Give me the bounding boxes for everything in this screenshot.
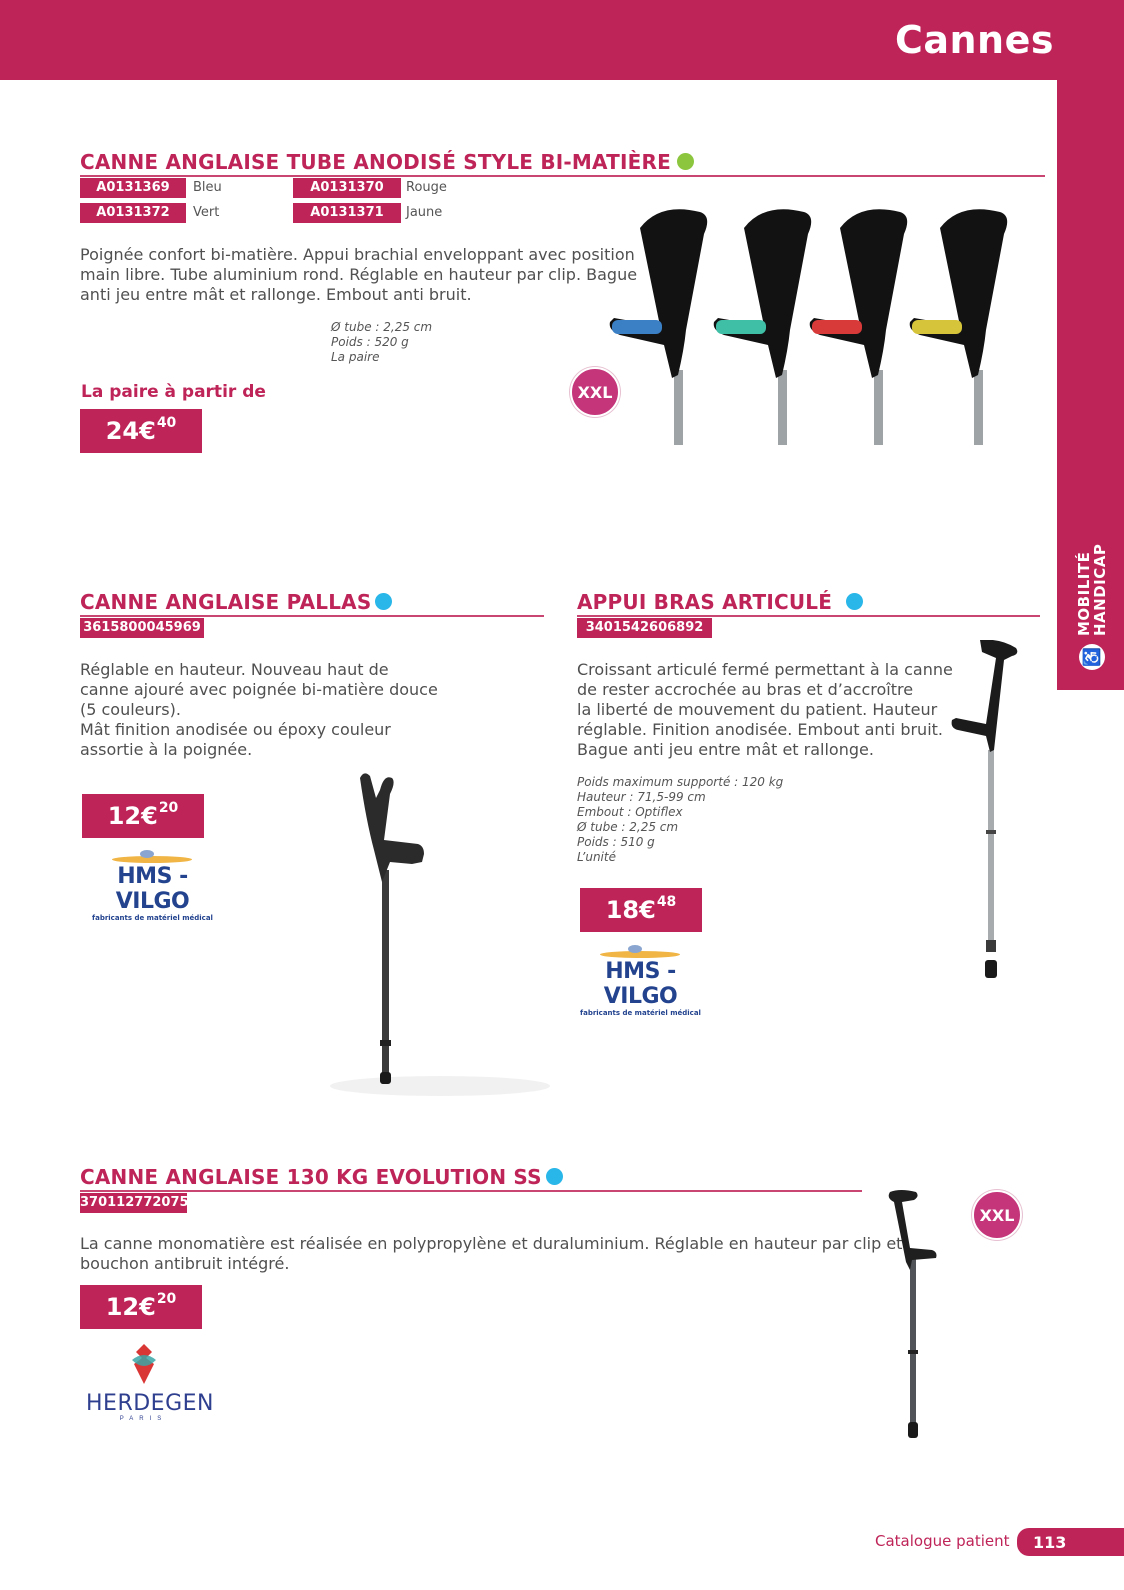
product2-description bbox=[80, 660, 438, 760]
product1-description bbox=[80, 245, 637, 305]
spec-line: Poids : 520 g bbox=[331, 335, 409, 349]
price-tag bbox=[80, 409, 202, 453]
desc-line: Réglable en hauteur. Nouveau haut de bbox=[80, 660, 389, 679]
crutches-four-image bbox=[600, 200, 1030, 450]
price-tag bbox=[82, 794, 204, 838]
desc-line: (5 couleurs). bbox=[80, 700, 181, 719]
product1-specs bbox=[331, 320, 432, 365]
price-tag bbox=[580, 888, 702, 932]
price-cents: 40 bbox=[156, 415, 177, 431]
price-tag bbox=[80, 1285, 202, 1329]
hms-vilgo-logo: HMS - VILGO fabricants de matériel médical bbox=[90, 850, 215, 922]
product4-title bbox=[80, 1165, 563, 1189]
product1-title bbox=[80, 150, 694, 174]
price-cents: 48 bbox=[656, 894, 677, 910]
spec-line: Ø tube : 2,25 cm bbox=[577, 820, 679, 834]
price-cents: 20 bbox=[156, 1291, 177, 1307]
availability-dot-icon bbox=[677, 153, 694, 170]
articulated-crutch-image bbox=[950, 640, 1030, 995]
desc-line: Bague anti jeu entre mât et rallonge. bbox=[577, 740, 874, 759]
product1-rule bbox=[80, 175, 1045, 177]
spec-line: Poids : 510 g bbox=[577, 835, 655, 849]
crutch-yellow bbox=[910, 209, 1007, 445]
hms-vilgo-logo: HMS - VILGO fabricants de matériel médical bbox=[578, 945, 703, 1017]
product2-rule bbox=[80, 615, 544, 617]
spec-line: La paire bbox=[331, 350, 380, 364]
ref-code: A0131371 bbox=[293, 203, 401, 223]
product4-rule bbox=[80, 1190, 862, 1192]
ref-code: 3615800045969 bbox=[80, 618, 204, 638]
ref-code: A0131370 bbox=[293, 178, 401, 198]
product3-title bbox=[577, 590, 863, 614]
ref-code: A0131372 bbox=[80, 203, 186, 223]
product3-title-text: APPUI BRAS ARTICULÉ bbox=[577, 590, 833, 614]
pallas-crutch-image bbox=[320, 770, 550, 1110]
desc-line: Mât finition anodisée ou époxy couleur bbox=[80, 720, 391, 739]
crutch-red bbox=[810, 209, 907, 445]
product4-title-text: CANNE ANGLAISE 130 KG EVOLUTION SS bbox=[80, 1165, 542, 1189]
herdegen-logo: HERDEGEN PARIS bbox=[86, 1342, 201, 1422]
spec-line: Embout : Optiflex bbox=[577, 805, 683, 819]
ref-color: Bleu bbox=[193, 180, 222, 195]
desc-line: canne ajouré avec poignée bi-matière douce bbox=[80, 680, 438, 699]
product2-title bbox=[80, 590, 392, 614]
xxl-badge: XXL bbox=[972, 1190, 1022, 1240]
desc-line: main libre. Tube aluminium rond. Réglable en hauteur par clip. Bague bbox=[80, 265, 638, 284]
spec-line: L’unité bbox=[577, 850, 616, 864]
footer-catalogue-label: Catalogue patient bbox=[875, 1532, 1010, 1550]
wheelchair-icon: ♿ bbox=[1079, 644, 1105, 670]
desc-line: la liberté de mouvement du patient. Hauteur bbox=[577, 700, 938, 719]
price-cents: 20 bbox=[158, 800, 179, 816]
availability-dot-icon bbox=[375, 593, 392, 610]
page-title: Cannes bbox=[894, 18, 1054, 62]
product3-specs bbox=[577, 775, 783, 865]
desc-line: La canne monomatière est réalisée en polypropylène et duraluminium. Réglable en hauteur par clip et bbox=[80, 1234, 903, 1253]
side-tab-line2: HANDICAP bbox=[1091, 543, 1109, 636]
product3-description bbox=[577, 660, 953, 760]
desc-line: réglable. Finition anodisée. Embout anti bruit. bbox=[577, 720, 943, 739]
desc-line: Croissant articulé fermé permettant à la canne bbox=[577, 660, 953, 679]
availability-dot-icon bbox=[846, 593, 863, 610]
side-tab-line1: MOBILITÉ bbox=[1075, 551, 1093, 636]
evolution-crutch-image bbox=[880, 1190, 960, 1450]
price-intro: La paire à partir de bbox=[81, 382, 266, 402]
product3-rule bbox=[577, 615, 1040, 617]
desc-line: bouchon antibruit intégré. bbox=[80, 1254, 290, 1273]
ref-color: Rouge bbox=[406, 180, 447, 195]
price-main: 24€ bbox=[105, 417, 156, 445]
ref-code: 3701127720754 bbox=[80, 1193, 187, 1213]
desc-line: anti jeu entre mât et rallonge. Embout anti bruit. bbox=[80, 285, 472, 304]
ref-color: Vert bbox=[193, 205, 220, 220]
availability-dot-icon bbox=[546, 1168, 563, 1185]
price-main: 12€ bbox=[107, 802, 158, 830]
spec-line: Hauteur : 71,5-99 cm bbox=[577, 790, 706, 804]
desc-line: de rester accrochée au bras et d’accroître bbox=[577, 680, 914, 699]
price-main: 12€ bbox=[105, 1293, 156, 1321]
desc-line: assortie à la poignée. bbox=[80, 740, 253, 759]
ref-color: Jaune bbox=[406, 205, 443, 220]
spec-line: Ø tube : 2,25 cm bbox=[331, 320, 433, 334]
product4-description bbox=[80, 1234, 902, 1274]
product1-title-text: CANNE ANGLAISE TUBE ANODISÉ STYLE BI-MATIÈRE bbox=[80, 150, 671, 174]
ref-code: 3401542606892 bbox=[577, 618, 712, 638]
xxl-badge: XXL bbox=[570, 367, 620, 417]
ref-code: A0131369 bbox=[80, 178, 186, 198]
spec-line: Poids maximum supporté : 120 kg bbox=[577, 775, 784, 789]
herdegen-emblem-icon bbox=[124, 1342, 164, 1386]
side-tab-label bbox=[1062, 530, 1122, 670]
crutch-green bbox=[714, 209, 811, 445]
page-number: 113 bbox=[1017, 1528, 1124, 1556]
product2-title-text: CANNE ANGLAISE PALLAS bbox=[80, 590, 372, 614]
desc-line: Poignée confort bi-matière. Appui brachial enveloppant avec position bbox=[80, 245, 635, 264]
price-main: 18€ bbox=[605, 896, 656, 924]
crutch-blue bbox=[610, 209, 707, 445]
